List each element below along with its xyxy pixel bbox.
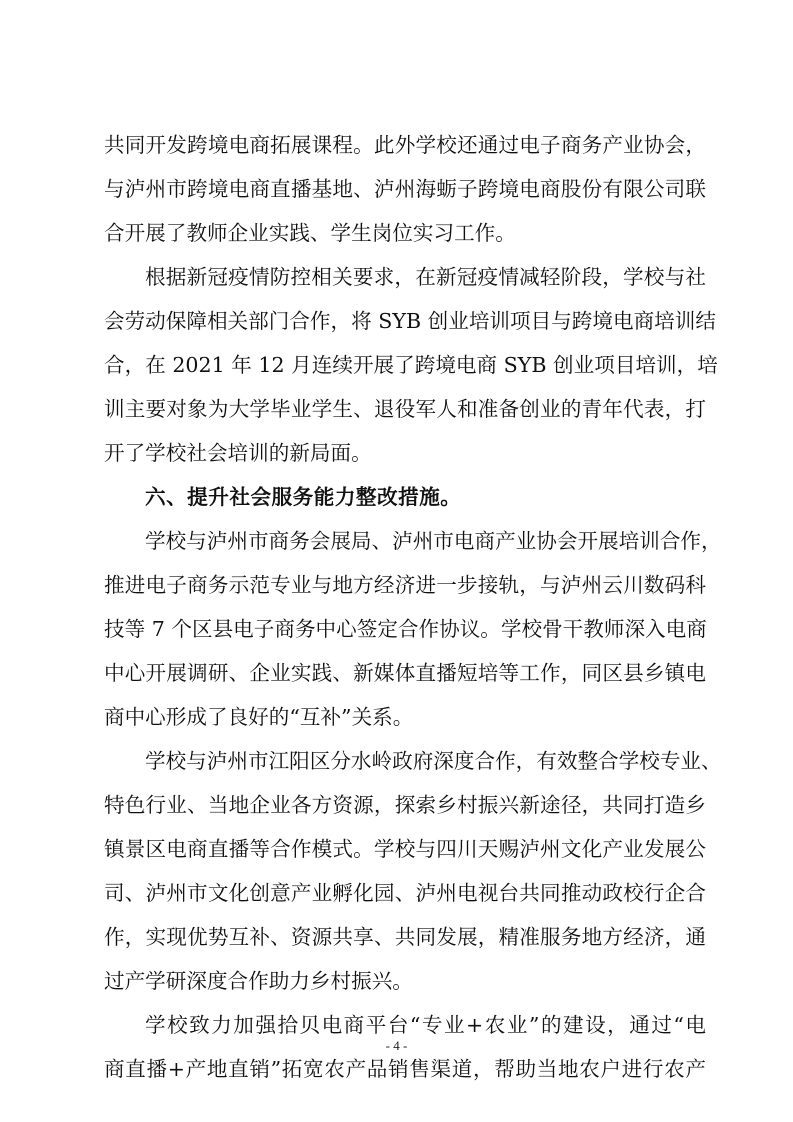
paragraph-line: 特色行业、当地企业各方资源，探索乡村振兴新途径，共同打造乡 <box>104 793 706 817</box>
paragraph-line: 学校与泸州市商务会展局、泸州市电商产业协会开展培训合作， <box>145 529 722 553</box>
paragraph-line: 过产学研深度合作助力乡村振兴。 <box>104 969 413 993</box>
page-number: - 4 - <box>385 1038 408 1053</box>
paragraph-line: 合开展了教师企业实践、学生岗位实习工作。 <box>104 221 516 245</box>
paragraph-line: 商中心形成了良好的“互补”关系。 <box>104 705 414 729</box>
paragraph-line: 根据新冠疫情防控相关要求，在新冠疫情减轻阶段，学校与社 <box>145 265 706 289</box>
paragraph-line: 司、泸州市文化创意产业孵化园、泸州电视台共同推动政校行企合 <box>104 881 706 905</box>
paragraph-line: 合，在 2021 年 12 月连续开展了跨境电商 SYB 创业项目培训，培 <box>104 353 718 377</box>
paragraph-line: 共同开发跨境电商拓展课程。此外学校还通过电子商务产业协会， <box>104 133 706 157</box>
paragraph-line: 中心开展调研、企业实践、新媒体直播短培等工作，同区县乡镇电 <box>104 661 706 685</box>
paragraph-line: 推进电子商务示范专业与地方经济进一步接轨，与泸州云川数码科 <box>104 573 706 597</box>
paragraph-line: 商直播+产地直销”拓宽农产品销售渠道，帮助当地农户进行农产 <box>104 1057 706 1081</box>
paragraph-line: 会劳动保障相关部门合作，将 SYB 创业培训项目与跨境电商培训结 <box>104 309 716 333</box>
paragraph-line: 开了学校社会培训的新局面。 <box>104 441 372 465</box>
paragraph-line: 镇景区电商直播等合作模式。学校与四川天赐泸州文化产业发展公 <box>104 837 706 861</box>
paragraph-line: 学校致力加强拾贝电商平台“专业+农业”的建设，通过“电 <box>145 1013 706 1037</box>
paragraph-line: 与泸州市跨境电商直播基地、泸州海蛎子跨境电商股份有限公司联 <box>104 177 706 201</box>
paragraph-line: 学校与泸州市江阳区分水岭政府深度合作，有效整合学校专业、 <box>145 749 722 773</box>
section-heading: 六、提升社会服务能力整改措施。 <box>145 485 462 509</box>
paragraph-line: 技等 7 个区县电子商务中心签定合作协议。学校骨干教师深入电商 <box>104 617 707 641</box>
paragraph-line: 训主要对象为大学毕业学生、退役军人和准备创业的青年代表，打 <box>104 397 706 421</box>
paragraph-line: 作，实现优势互补、资源共享、共同发展，精准服务地方经济，通 <box>104 925 706 949</box>
